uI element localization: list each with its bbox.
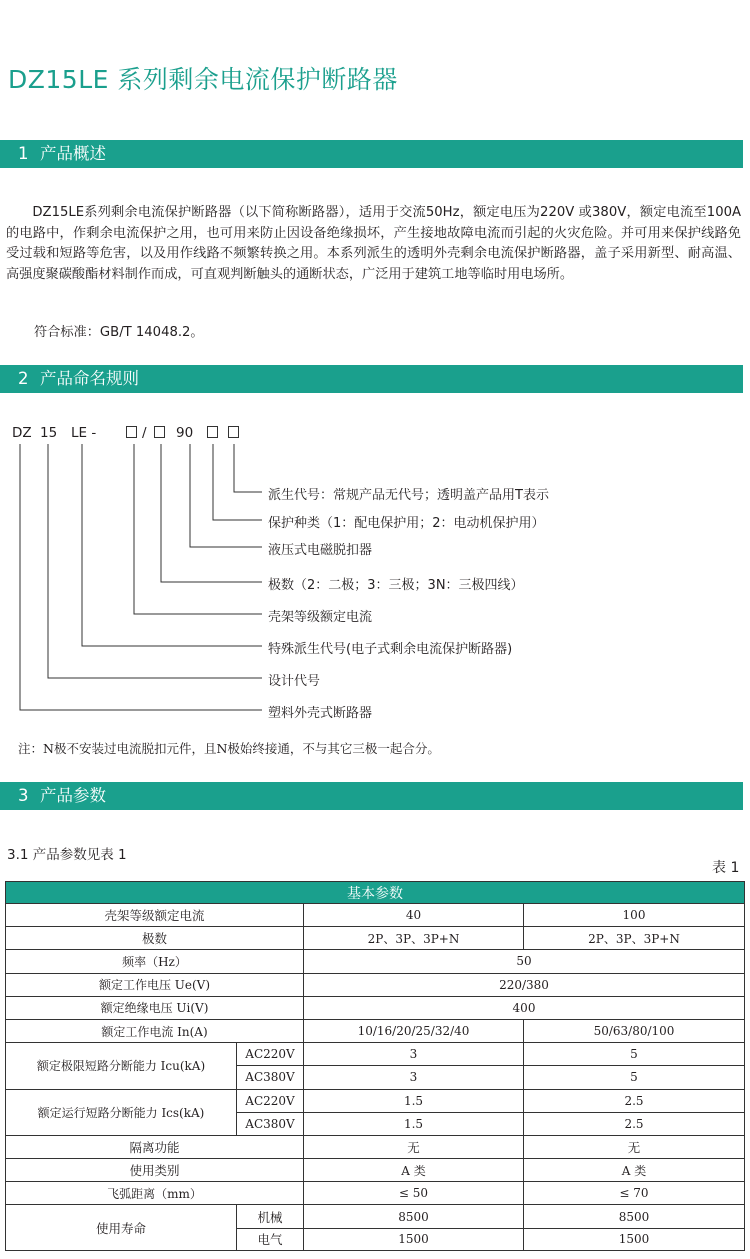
cell-value: 50 bbox=[304, 950, 745, 973]
row-label: 使用寿命 bbox=[6, 1205, 237, 1250]
cell-100: A 类 bbox=[524, 1159, 745, 1182]
naming-label-frame-current: 壳架等级额定电流 bbox=[268, 610, 373, 625]
row-label: 飞弧距离（mm） bbox=[6, 1182, 304, 1205]
code-box-protection bbox=[207, 426, 218, 438]
overview-paragraph bbox=[6, 203, 741, 285]
cell-100: 8500 bbox=[524, 1205, 745, 1228]
table-row bbox=[6, 904, 745, 927]
section-header-overview bbox=[0, 140, 743, 168]
naming-label-protection-type: 保护种类（1：配电保护用；2：电动机保护用） bbox=[268, 516, 545, 531]
row-label: 额定工作电压 Ue(V) bbox=[6, 973, 304, 996]
section-title: 产品命名规则 bbox=[40, 369, 139, 388]
cell-40: 3 bbox=[304, 1066, 524, 1089]
table-label: 表 1 bbox=[712, 860, 740, 876]
cell-40: 1500 bbox=[304, 1228, 524, 1250]
code-le: LE - bbox=[71, 425, 97, 441]
section-number: 1 bbox=[18, 144, 29, 163]
table-row bbox=[6, 1182, 745, 1205]
table-header-row bbox=[6, 882, 745, 904]
cell-40: 无 bbox=[304, 1135, 524, 1158]
code-box-poles bbox=[154, 426, 165, 438]
code-90: 90 bbox=[176, 425, 194, 441]
code-box-frame-current bbox=[126, 426, 137, 438]
cell-100: 5 bbox=[524, 1066, 745, 1089]
cell-40: 1.5 bbox=[304, 1089, 524, 1112]
sub-label: AC220V bbox=[237, 1089, 304, 1112]
cell-100: 5 bbox=[524, 1043, 745, 1066]
code-dz: DZ bbox=[12, 425, 32, 441]
naming-leader-lines bbox=[0, 440, 270, 740]
cell-100: 2.5 bbox=[524, 1089, 745, 1112]
row-label: 使用类别 bbox=[6, 1159, 304, 1182]
sub-label: 电气 bbox=[237, 1228, 304, 1250]
row-label: 额定极限短路分断能力 Icu(kA) bbox=[6, 1043, 237, 1089]
sub-label: AC220V bbox=[237, 1043, 304, 1066]
cell-value: 220/380 bbox=[304, 973, 745, 996]
standard-text: 符合标准：GB/T 14048.2。 bbox=[34, 325, 204, 340]
table-header: 基本参数 bbox=[6, 882, 745, 904]
row-label: 额定绝缘电压 Ui(V) bbox=[6, 996, 304, 1019]
section-header-naming bbox=[0, 365, 743, 393]
table-row bbox=[6, 1159, 745, 1182]
cell-100: 无 bbox=[524, 1135, 745, 1158]
table-row bbox=[6, 1043, 745, 1066]
row-label: 额定运行短路分断能力 Ics(kA) bbox=[6, 1089, 237, 1135]
section-header-parameters bbox=[0, 782, 743, 810]
cell-40: 2P、3P、3P+N bbox=[304, 927, 524, 950]
overview-text: DZ15LE系列剩余电流保护断路器（以下简称断路器），适用于交流50Hz，额定电压为220V 或380V，额定电流至100A的电路中，作剩余电流保护之用，也可用来防止因设备绝缘损坏，产生接地故障电流而引起的火灾危险。并可用来保护线路免受过载和短路等危害，以及用作线路不频繁转换之用。本系列派生的透明外壳剩余电流保护断路器，盖子采用新型、耐高温、高强度聚碳酸酯材料制作而成，可直观判断触头的通断状态，广泛用于建筑工地等临时用电场所。 bbox=[6, 205, 741, 282]
table-row bbox=[6, 996, 745, 1019]
code-slash: / bbox=[142, 425, 147, 441]
subsection-heading: 3.1 产品参数见表 1 bbox=[7, 847, 127, 863]
cell-40: 40 bbox=[304, 904, 524, 927]
code-box-derivative bbox=[228, 426, 239, 438]
cell-value: 400 bbox=[304, 996, 745, 1019]
table-row bbox=[6, 1089, 745, 1112]
cell-100: 2P、3P、3P+N bbox=[524, 927, 745, 950]
cell-40: 10/16/20/25/32/40 bbox=[304, 1019, 524, 1042]
section-title: 产品参数 bbox=[40, 786, 106, 805]
code-15: 15 bbox=[40, 425, 58, 441]
sub-label: 机械 bbox=[237, 1205, 304, 1228]
section-number: 3 bbox=[18, 786, 29, 805]
naming-note: 注：N极不安装过电流脱扣元件，且N极始终接通，不与其它三极一起合分。 bbox=[18, 741, 440, 756]
naming-label-special: 特殊派生代号(电子式剩余电流保护断路器) bbox=[268, 642, 513, 657]
parameter-table bbox=[5, 881, 745, 1251]
cell-40: A 类 bbox=[304, 1159, 524, 1182]
section-number: 2 bbox=[18, 369, 29, 388]
naming-label-design-code: 设计代号 bbox=[268, 674, 321, 689]
table-row bbox=[6, 950, 745, 973]
row-label: 壳架等级额定电流 bbox=[6, 904, 304, 927]
table-row bbox=[6, 973, 745, 996]
table-row bbox=[6, 927, 745, 950]
cell-40: 8500 bbox=[304, 1205, 524, 1228]
cell-100: ≤ 70 bbox=[524, 1182, 745, 1205]
naming-label-derivative: 派生代号：常规产品无代号；透明盖产品用T表示 bbox=[268, 488, 549, 503]
cell-40: ≤ 50 bbox=[304, 1182, 524, 1205]
cell-40: 3 bbox=[304, 1043, 524, 1066]
row-label: 隔离功能 bbox=[6, 1135, 304, 1158]
section-title: 产品概述 bbox=[40, 144, 106, 163]
table-row bbox=[6, 1135, 745, 1158]
cell-100: 2.5 bbox=[524, 1112, 745, 1135]
table-row bbox=[6, 1205, 745, 1228]
row-label: 额定工作电流 In(A) bbox=[6, 1019, 304, 1042]
sub-label: AC380V bbox=[237, 1112, 304, 1135]
sub-label: AC380V bbox=[237, 1066, 304, 1089]
naming-label-trip-unit: 液压式电磁脱扣器 bbox=[268, 543, 373, 558]
cell-100: 50/63/80/100 bbox=[524, 1019, 745, 1042]
row-label: 极数 bbox=[6, 927, 304, 950]
table-row bbox=[6, 1019, 745, 1042]
naming-label-poles: 极数（2：二极；3：三极；3N：三极四线） bbox=[268, 578, 524, 593]
cell-40: 1.5 bbox=[304, 1112, 524, 1135]
page-title: DZ15LE 系列剩余电流保护断路器 bbox=[8, 65, 398, 94]
row-label: 频率（Hz） bbox=[6, 950, 304, 973]
cell-100: 100 bbox=[524, 904, 745, 927]
naming-label-breaker-type: 塑料外壳式断路器 bbox=[268, 706, 373, 721]
cell-100: 1500 bbox=[524, 1228, 745, 1250]
